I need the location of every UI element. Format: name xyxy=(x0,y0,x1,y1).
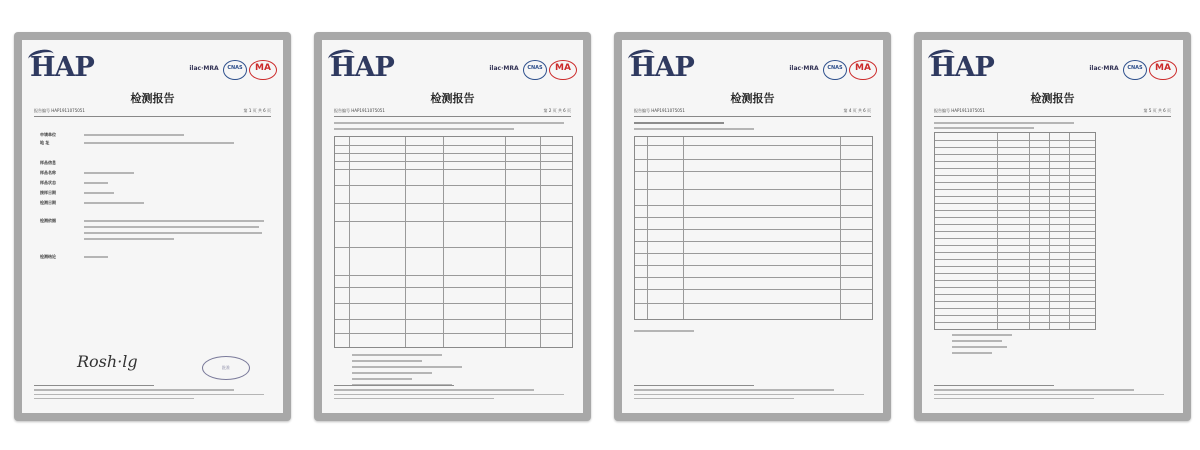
table-row xyxy=(935,231,1095,232)
table-row xyxy=(935,210,1095,211)
hap-logo: HAP xyxy=(30,52,94,83)
table-row xyxy=(935,259,1095,260)
table-row xyxy=(935,252,1095,253)
footer-line xyxy=(634,398,794,399)
report-page xyxy=(322,40,583,413)
table-row xyxy=(935,154,1095,155)
text-line xyxy=(934,127,1034,129)
text-line xyxy=(84,232,262,234)
report-footer xyxy=(334,385,571,399)
table-row xyxy=(335,333,572,334)
results-table xyxy=(634,136,873,320)
note-line xyxy=(952,346,1007,348)
page-number: 第 5 页 共 6 页 xyxy=(1143,108,1171,113)
table-row xyxy=(635,253,872,254)
field-label: 样品名称 xyxy=(40,170,56,175)
report-thumbnail-2[interactable] xyxy=(314,32,591,421)
table-row xyxy=(635,289,872,290)
results-table xyxy=(934,132,1096,330)
table-column xyxy=(349,137,350,347)
text-line xyxy=(634,128,754,130)
hap-logo: HAP xyxy=(930,52,994,83)
footer-line xyxy=(634,394,864,395)
note-line xyxy=(352,366,462,368)
table-row xyxy=(935,315,1095,316)
table-row xyxy=(635,145,872,146)
field-label: 检测日期 xyxy=(40,200,56,205)
table-column xyxy=(540,137,541,347)
report-title: 检测报告 xyxy=(430,92,475,105)
approval-stamp: 批准 xyxy=(202,356,250,380)
report-thumbnail-4[interactable] xyxy=(914,32,1191,421)
page-number: 第 4 页 共 6 页 xyxy=(843,108,871,113)
text-line xyxy=(84,226,259,228)
report-title: 检测报告 xyxy=(1030,92,1075,105)
table-row xyxy=(635,189,872,190)
text-line xyxy=(84,172,134,174)
table-row xyxy=(335,247,572,248)
report-footer xyxy=(634,385,871,399)
table-column xyxy=(443,137,444,347)
text-line xyxy=(84,238,174,240)
table-row xyxy=(935,189,1095,190)
field-label: 地 址 xyxy=(40,140,50,145)
table-row xyxy=(635,159,872,160)
text-line xyxy=(84,220,264,222)
table-column xyxy=(647,137,648,319)
ilac-mra-logo: ilac·MRA xyxy=(489,65,519,72)
text-line xyxy=(84,134,184,136)
footer-line xyxy=(934,394,1164,395)
note-line xyxy=(634,330,694,332)
table-row xyxy=(335,275,572,276)
table-column xyxy=(405,137,406,347)
report-title: 检测报告 xyxy=(130,92,175,105)
table-row xyxy=(935,266,1095,267)
hap-logo: HAP xyxy=(330,52,394,83)
hap-logo: HAP xyxy=(630,52,694,83)
report-page xyxy=(622,40,883,413)
section-heading-line xyxy=(634,122,724,124)
report-footer xyxy=(34,385,271,399)
table-row xyxy=(335,161,572,162)
table-row xyxy=(935,196,1095,197)
footer-line xyxy=(334,385,454,387)
table-row xyxy=(335,319,572,320)
text-line xyxy=(84,182,108,184)
table-row xyxy=(935,224,1095,225)
footer-line xyxy=(934,389,1134,390)
cma-logo: MA xyxy=(249,60,277,80)
table-row xyxy=(935,245,1095,246)
ilac-mra-logo: ilac·MRA xyxy=(1089,65,1119,72)
note-line xyxy=(952,352,992,354)
table-row xyxy=(635,265,872,266)
text-line xyxy=(84,202,144,204)
table-column xyxy=(997,133,998,329)
cma-logo: MA xyxy=(549,60,577,80)
note-line xyxy=(952,340,1002,342)
table-column xyxy=(1049,133,1050,329)
table-column xyxy=(505,137,506,347)
table-row xyxy=(335,221,572,222)
footer-line xyxy=(634,385,754,387)
report-number: 报告编号 HAP1911075051 xyxy=(334,108,385,113)
footer-line xyxy=(34,389,234,390)
table-row xyxy=(935,280,1095,281)
table-row xyxy=(335,203,572,204)
footer-line xyxy=(334,394,564,395)
table-row xyxy=(935,161,1095,162)
table-row xyxy=(935,182,1095,183)
cma-logo: MA xyxy=(849,60,877,80)
table-row xyxy=(935,322,1095,323)
table-row xyxy=(935,308,1095,309)
table-row xyxy=(635,229,872,230)
table-row xyxy=(935,238,1095,239)
table-column xyxy=(840,137,841,319)
report-page xyxy=(922,40,1183,413)
table-row xyxy=(635,205,872,206)
text-line xyxy=(84,256,108,258)
text-line xyxy=(334,122,564,124)
note-line xyxy=(352,378,412,380)
cnas-logo: CNAS xyxy=(823,60,847,80)
cnas-logo: CNAS xyxy=(523,60,547,80)
table-row xyxy=(635,171,872,172)
footer-line xyxy=(634,389,834,390)
page-number: 第 2 页 共 6 页 xyxy=(543,108,571,113)
table-row xyxy=(335,303,572,304)
note-line xyxy=(352,360,422,362)
table-row xyxy=(935,140,1095,141)
table-row xyxy=(335,185,572,186)
footer-line xyxy=(334,389,534,390)
signature: Rosh·lg xyxy=(77,352,138,371)
text-line xyxy=(334,128,514,130)
note-line xyxy=(352,372,432,374)
report-thumbnail-1[interactable] xyxy=(14,32,291,421)
ilac-mra-logo: ilac·MRA xyxy=(189,65,219,72)
results-table xyxy=(334,136,573,348)
ilac-mra-logo: ilac·MRA xyxy=(789,65,819,72)
cnas-logo: CNAS xyxy=(1123,60,1147,80)
cma-logo: MA xyxy=(1149,60,1177,80)
table-row xyxy=(635,241,872,242)
text-line xyxy=(84,142,234,144)
report-number: 报告编号 HAP1911075051 xyxy=(34,108,85,113)
footer-line xyxy=(334,398,494,399)
footer-line xyxy=(934,398,1094,399)
footer-line xyxy=(934,385,1054,387)
field-label: 申请单位 xyxy=(40,132,56,137)
table-row xyxy=(635,277,872,278)
cnas-logo: CNAS xyxy=(223,60,247,80)
field-label: 样品信息 xyxy=(40,160,56,165)
report-number: 报告编号 HAP1911075051 xyxy=(934,108,985,113)
table-row xyxy=(935,294,1095,295)
table-row xyxy=(635,303,872,304)
table-row xyxy=(335,287,572,288)
table-row xyxy=(935,273,1095,274)
table-row xyxy=(335,145,572,146)
field-label: 样品状态 xyxy=(40,180,56,185)
table-row xyxy=(935,287,1095,288)
table-row xyxy=(935,203,1095,204)
footer-line xyxy=(34,398,194,399)
text-line xyxy=(84,192,114,194)
field-label: 检测结论 xyxy=(40,254,56,259)
note-line xyxy=(952,334,1012,336)
report-title: 检测报告 xyxy=(730,92,775,105)
page-number: 第 1 页 共 6 页 xyxy=(243,108,271,113)
table-column xyxy=(1069,133,1070,329)
table-column xyxy=(1029,133,1030,329)
report-header-row xyxy=(934,108,1171,117)
field-label: 检测依据 xyxy=(40,218,56,223)
accreditation-logos xyxy=(487,60,577,80)
accreditation-logos xyxy=(787,60,877,80)
table-row xyxy=(335,169,572,170)
report-header-row xyxy=(634,108,871,117)
report-header-row xyxy=(334,108,571,117)
report-page xyxy=(22,40,283,413)
table-column xyxy=(683,137,684,319)
table-row xyxy=(935,175,1095,176)
footer-line xyxy=(34,385,154,387)
report-thumbnail-3[interactable] xyxy=(614,32,891,421)
table-row xyxy=(935,168,1095,169)
table-row xyxy=(335,153,572,154)
table-row xyxy=(935,147,1095,148)
report-header-row xyxy=(34,108,271,117)
table-row xyxy=(935,301,1095,302)
field-label: 接样日期 xyxy=(40,190,56,195)
accreditation-logos xyxy=(187,60,277,80)
accreditation-logos xyxy=(1087,60,1177,80)
text-line xyxy=(934,122,1074,124)
report-footer xyxy=(934,385,1171,399)
note-line xyxy=(352,354,442,356)
report-number: 报告编号 HAP1911075051 xyxy=(634,108,685,113)
footer-line xyxy=(34,394,264,395)
table-row xyxy=(635,217,872,218)
table-row xyxy=(935,217,1095,218)
